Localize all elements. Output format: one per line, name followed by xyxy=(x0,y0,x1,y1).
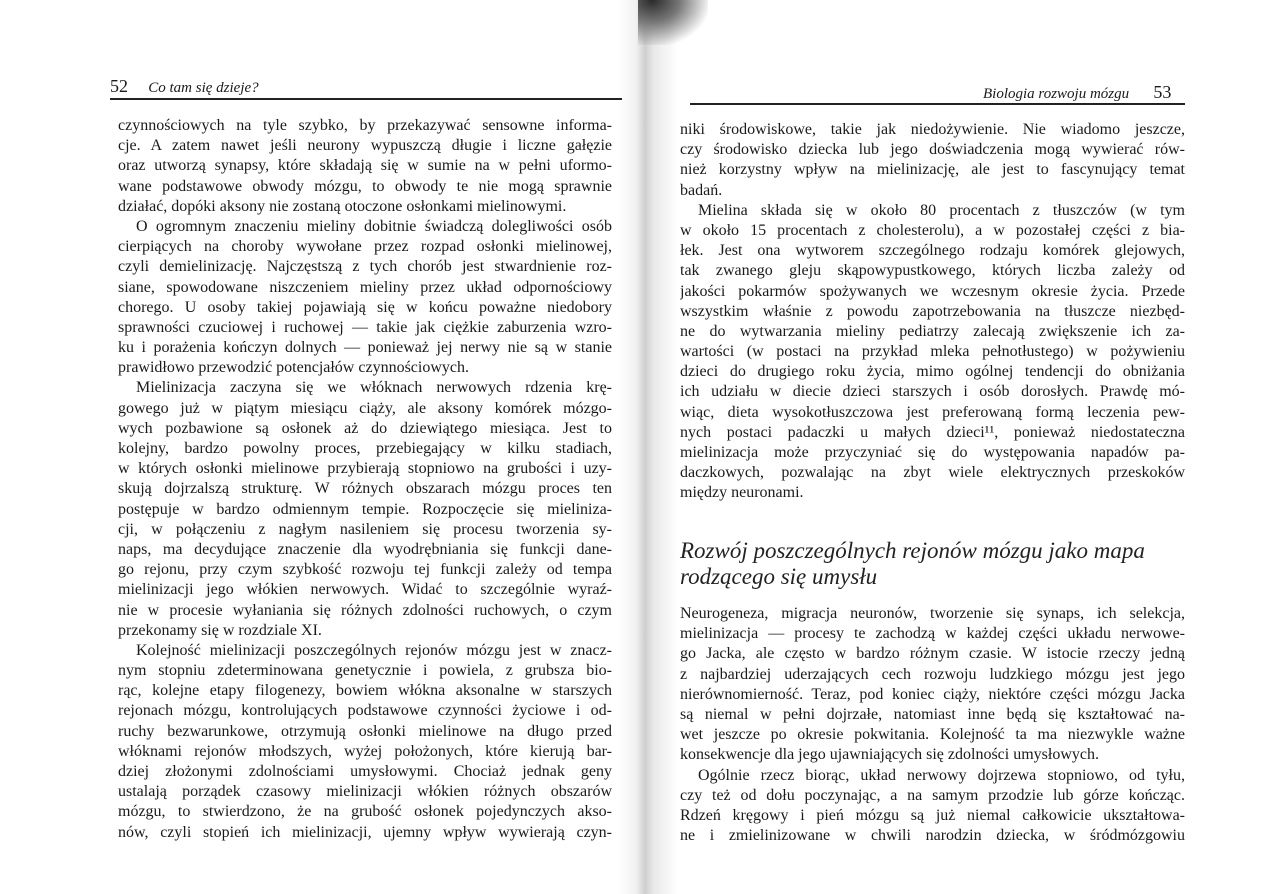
text-line: sprawności czuciowej i ruchowej — takie jak ciężkie zaburzenia wzro- xyxy=(118,318,612,336)
paragraph xyxy=(680,201,1185,504)
text-line: Rdzeń kręgowy i pień mózgu są już niemal całkowicie ukształtowa- xyxy=(680,806,1185,824)
text-line: gowego już w piątym miesiącu ciąży, ale aksony komórek mózgo- xyxy=(118,399,612,417)
text-line: ne do wytwarzania mieliny pediatrzy zalecają zwiększenie ich za- xyxy=(680,322,1185,340)
text-line: postępuje w bardzo odmiennym tempie. Rozpoczęcie się mieliniza- xyxy=(118,500,612,518)
paragraph xyxy=(118,217,612,379)
right-page-header xyxy=(983,82,1171,103)
text-line: działać, dopóki aksony nie zostaną otoczone osłonkami mielinowymi. xyxy=(118,197,567,215)
text-line: mielinizacji jego włókien nerwowych. Widać to szczególnie wyraź- xyxy=(118,581,612,599)
text-line: mielinizacja może przyczyniać się do występowania napadów pa- xyxy=(680,444,1185,461)
text-line: ku i porażenia kończyn dolnych — ponieważ jej nerwy nie są w stanie xyxy=(118,339,612,357)
text-line: Neurogeneza, migracja neuronów, tworzenie się synaps, ich selekcja, xyxy=(680,605,1185,622)
left-page-header xyxy=(110,76,259,97)
book-gutter-shadow xyxy=(618,0,678,894)
text-line: cierpiących na choroby wywołane przez rozpad osłonki mielinowej, xyxy=(118,238,612,256)
header-rule xyxy=(690,103,1185,105)
text-line: ne i zmielinizowane w chwili narodzin dziecka, w śródmózgowiu xyxy=(680,827,1185,845)
text-line: są niemal w pełni dojrzałe, natomiast inne będą się kształtować na- xyxy=(680,705,1185,723)
left-page-body xyxy=(118,116,612,843)
running-title: Biologia rozwoju mózgu xyxy=(983,86,1130,102)
scan-corner-shadow xyxy=(638,0,708,45)
paragraph xyxy=(118,641,612,843)
text-line: wane podstawowe obwody mózgu, to obwody te nie mogą sprawnie xyxy=(118,177,612,195)
text-line: w około 15 procentach z cholesterolu), a w pozostałej części z bia- xyxy=(680,221,1185,239)
paragraph xyxy=(680,766,1185,847)
text-line: go rejonu, przy czym szybkość rozwoju tej funkcji zależy od tempa xyxy=(118,561,612,579)
right-page-body-bottom xyxy=(680,604,1185,846)
text-line: wych pozbawione są osłonek aż do dziewiątego miesiąca. Jest to xyxy=(118,419,612,437)
text-line: ustalają porządek czasowy mielinizacji włókien różnych obszarów xyxy=(118,783,612,801)
text-line: czy też od dołu poczynając, a na samym przodzie lub górze kończąc. xyxy=(680,786,1185,804)
text-line: w których osłonki mielinowe przybierają stopniowo na grubości i uzy- xyxy=(118,460,612,478)
text-line: Kolejność mielinizacji poszczególnych rejonów mózgu jest w znacz- xyxy=(136,641,612,659)
text-line: cje. A zatem nawet jeśli neurony wypuszczą długie i liczne gałęzie xyxy=(118,137,612,155)
text-line: ich udziału w diecie dzieci starszych i osób dorosłych. Prawdę mó- xyxy=(680,383,1185,401)
text-line: dzieci do drugiego roku życia, mimo ogólnej tendencji do obniżania xyxy=(680,363,1185,381)
text-line: badań. xyxy=(680,181,723,199)
text-line: wartości (w postaci na przykład mleka pełnotłustego) w pożywieniu xyxy=(680,343,1185,361)
section-heading-line: Rozwój poszczególnych rejonów mózgu jako mapa xyxy=(680,538,1145,563)
text-line: kolejny, bardzo powolny proces, przebiegający w kilku stadiach, xyxy=(118,440,612,457)
text-line: mielinizacja — procesy te zachodzą w każdej części układu nerwowe- xyxy=(680,625,1185,643)
text-line: łek. Jest ona wytworem szczególnego rodzaju komórek glejowych, xyxy=(680,242,1185,260)
text-line: oraz utworzą synapsy, które składają się w sumie na w pełni uformo- xyxy=(118,157,612,175)
text-line: Mielinizacja zaczyna się we włóknach nerwowych rdzenia krę- xyxy=(136,379,612,397)
text-line: niki środowiskowe, takie jak niedożywienie. Nie wiadomo jeszcze, xyxy=(680,121,1185,138)
text-line: O ogromnym znaczeniu mieliny dobitnie świadczą dolegliwości osób xyxy=(136,217,612,235)
text-line: daczkowych, pozwalając na zbyt wiele elektrycznych przeskoków xyxy=(680,464,1185,482)
text-line: chorego. U osoby takiej pojawiają się w końcu poważne niedobory xyxy=(118,298,612,316)
paragraph xyxy=(680,604,1185,766)
text-line: prawidłowo przewodzić potencjałów czynnościowych. xyxy=(118,359,469,377)
text-line: włóknami rejonów młodszych, wyżej położonych, które kierują bar- xyxy=(118,742,612,760)
text-line: czyli demielinizację. Najczęstszą z tych chorób jest stwardnienie roz- xyxy=(118,258,612,276)
page-number: 53 xyxy=(1153,82,1172,102)
text-line: czy środowisko dziecka lub jego doświadczenia mogą wywierać rów- xyxy=(680,141,1185,159)
text-line: nych postaci padaczki u małych dzieci¹¹, ponieważ niedostateczna xyxy=(680,423,1185,441)
paragraph xyxy=(118,116,612,217)
text-line: cji, w połączeniu z nagłym nasileniem się procesu tworzenia sy- xyxy=(118,520,612,538)
text-line: go Jacka, ale często w bardzo różnym czasie. W istocie rzeczy jedną xyxy=(680,645,1185,663)
text-line: nym stopniu zdeterminowana genetycznie i powiela, z grubsza bio- xyxy=(118,662,612,680)
paragraph xyxy=(680,120,1185,201)
text-line: nież korzystny wpływ na mielinizację, ale jest to fascynujący temat xyxy=(680,161,1185,179)
text-line: nie w procesie wyłaniania się różnych zdolności ruchowych, o czym xyxy=(118,601,612,619)
text-line: rąc, kolejne etapy filogenezy, bowiem włókna aksonalne w starszych xyxy=(118,682,612,700)
running-title: Co tam się dzieje? xyxy=(148,80,259,96)
text-line: rejonach mózgu, kontrolujących podstawowe czynności życiowe i od- xyxy=(118,702,612,720)
paragraph xyxy=(118,378,612,640)
page-number: 52 xyxy=(110,76,128,96)
text-line: Ogólnie rzecz biorąc, układ nerwowy dojrzewa stopniowo, od tyłu, xyxy=(698,766,1185,784)
text-line: czynnościowych na tyle szybko, by przekazywać sensowne informa- xyxy=(118,117,612,134)
text-line: dziej złożonymi zdolnościami umysłowymi. Chociaż jednak geny xyxy=(118,763,612,780)
text-line: naps, ma decydujące znaczenie dla wyodrębniania się funkcji dane- xyxy=(118,540,612,558)
text-line: wiąc, dieta wysokotłuszczowa jest preferowaną formą leczenia pew- xyxy=(680,403,1185,421)
text-line: między neuronami. xyxy=(680,484,804,502)
text-line: siane, spowodowane niszczeniem mieliny przez układ odpornościowy xyxy=(118,278,612,296)
text-line: wszystkim właśnie z powodu zapotrzebowania na tłuszcze niezbęd- xyxy=(680,302,1185,320)
section-heading xyxy=(680,538,1145,590)
text-line: skują dojrzalszą strukturę. W różnych obszarach mózgu proces ten xyxy=(118,480,612,498)
section-heading-line: rodzącego się umysłu xyxy=(680,564,878,589)
text-line: konsekwencje dla jego ujawniających się zdolności umysłowych. xyxy=(680,746,1099,764)
text-line: wet jeszcze po okresie pokwitania. Kolejność ta ma niezwykle ważne xyxy=(680,726,1185,744)
text-line: nów, czyli stopień ich mielinizacji, ujemny wpływ wywierają czyn- xyxy=(118,823,612,841)
text-line: z najbardziej uderzających cech rozwoju ludzkiego mózgu jest jego xyxy=(680,665,1185,683)
header-rule xyxy=(110,98,622,100)
text-line: nierównomierność. Teraz, pod koniec ciąży, niektóre części mózgu Jacka xyxy=(680,685,1185,703)
text-line: przekonamy się w rozdziale XI. xyxy=(118,621,322,639)
right-page-body-top xyxy=(680,120,1185,504)
text-line: tak zwanego gleju skąpowypustkowego, których liczba zależy od xyxy=(680,262,1185,280)
text-line: Mielina składa się w około 80 procentach z tłuszczów (w tym xyxy=(698,201,1185,219)
text-line: jakości pokarmów spożywanych we wczesnym okresie życia. Przede xyxy=(680,282,1185,300)
text-line: ruchy bezwarunkowe, otrzymują osłonki mielinowe na długo przed xyxy=(118,722,612,740)
text-line: mózgu, to stwierdzono, że na grubość osłonek pojedynczych akso- xyxy=(118,803,612,821)
